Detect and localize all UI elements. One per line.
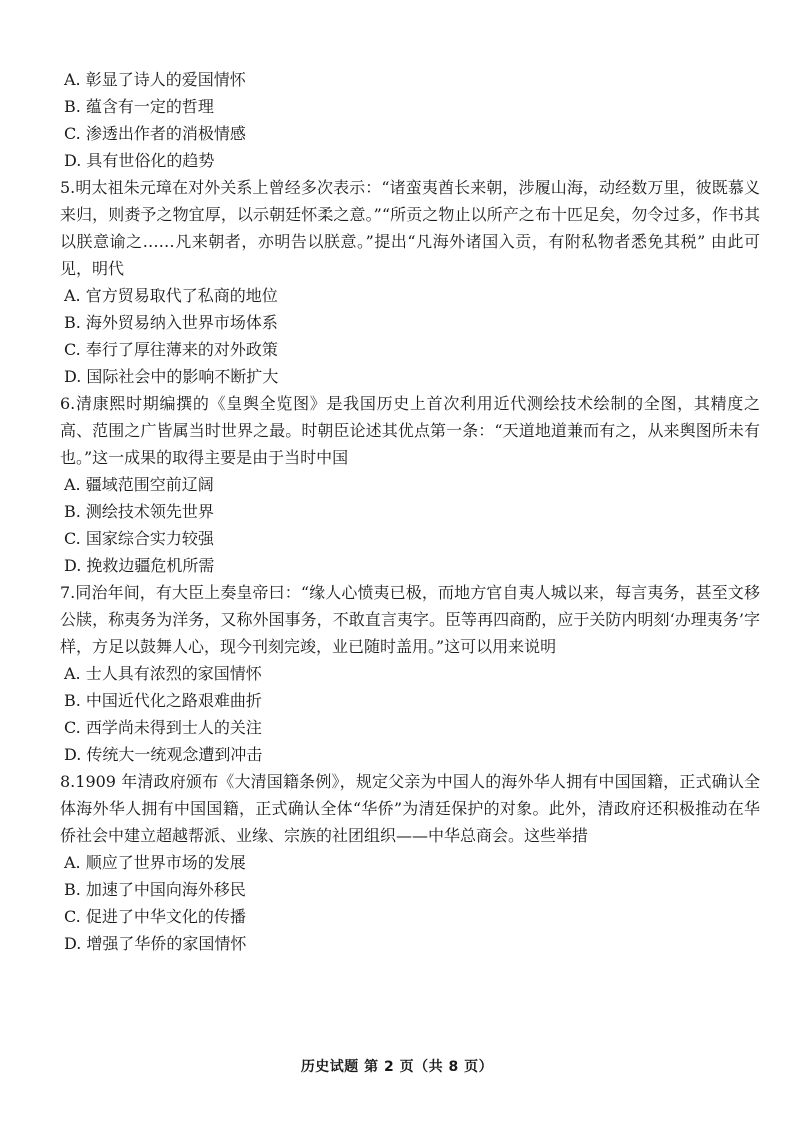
page-footer: 历史试题 第 2 页（共 8 页） [300,1059,494,1075]
q8-option-c: C. 促进了中华文化的传播 [64,907,246,926]
q4-option-b: B. 蕴含有一定的哲理 [64,97,214,116]
q5-stem-text: 明太祖朱元璋在对外关系上曾经多次表示：“诸蛮夷酋长来朝，涉履山海，动经数万里，彼既慕义来归，则赉予之物宜厚，以示朝廷怀柔之意。”“所贡之物止以所产之布十匹足矣，勿令过多，作书其以朕意谕之……凡来朝者，亦明告以朕意。”提出“凡海外诸国入贡，有附私物者悉免其税” 由此可见，明代 [60,178,760,278]
q5-option-d: D. 国际社会中的影响不断扩大 [64,367,279,386]
q7-option-d: D. 传统大一统观念遭到冲击 [64,745,263,764]
page-content [60,66,760,957]
q4-option-d: D. 具有世俗化的趋势 [64,151,215,170]
q6-option-a: A. 疆域范围空前辽阔 [64,475,214,494]
q8-number: 8. [60,772,76,791]
q7-option-b: B. 中国近代化之路艰难曲折 [64,691,262,710]
q6-option-b: B. 测绘技术领先世界 [64,502,214,521]
q5-option-b: B. 海外贸易纳入世界市场体系 [64,313,278,332]
question-7 [60,579,760,768]
q7-option-a: A. 士人具有浓烈的家国情怀 [64,664,262,683]
q6-stem-text: 清康熙时期编撰的《皇舆全览图》是我国历史上首次利用近代测绘技术绘制的全图，其精度之高、范围之广皆属当时世界之最。时朝臣论述其优点第一条：“天道地道兼而有之，从来舆图所未有也。”这一成果的取得主要是由于当时中国 [60,394,760,467]
q7-option-c: C. 西学尚未得到士人的关注 [64,718,262,737]
q4-option-c: C. 渗透出作者的消极情感 [64,124,246,143]
q8-option-a: A. 顺应了世界市场的发展 [64,853,246,872]
q7-stem [60,579,760,660]
q4-option-a: A. 彰显了诗人的爱国情怀 [64,70,246,89]
q6-option-d: D. 挽救边疆危机所需 [64,556,215,575]
q6-number: 6. [60,394,76,413]
question-5 [60,174,760,390]
q8-stem [60,768,760,849]
q7-stem-text: 同治年间，有大臣上奏皇帝曰：“缘人心愤夷已极，而地方官自夷人城以来，每言夷务，甚至文移公牍，称夷务为洋务，又称外国事务，不敢直言夷字。臣等再四商酌，应于关防内明刻‘办理夷务’字样，方足以鼓舞人心，现今刊刻完竣，业已随时盖用。”这可以用来说明 [60,583,760,656]
q8-option-b: B. 加速了中国向海外移民 [64,880,246,899]
q7-number: 7. [60,583,76,602]
q8-stem-text: 1909 年清政府颁布《大清国籍条例》，规定父亲为中国人的海外华人拥有中国国籍，正式确认全体海外华人拥有中国国籍，正式确认全体“华侨”为清廷保护的对象。此外，清政府还积极推动在华侨社会中建立超越帮派、业缘、宗族的社团组织——中华总商会。这些举措 [60,772,760,845]
q5-number: 5. [60,178,76,197]
q6-option-c: C. 国家综合实力较强 [64,529,214,548]
q5-option-a: A. 官方贸易取代了私商的地位 [64,286,278,305]
question-4-options [60,66,760,174]
q8-option-d: D. 增强了华侨的家国情怀 [64,934,247,953]
q5-stem [60,174,760,282]
question-8 [60,768,760,957]
question-6 [60,390,760,579]
q5-option-c: C. 奉行了厚往薄来的对外政策 [64,340,278,359]
q6-stem [60,390,760,471]
